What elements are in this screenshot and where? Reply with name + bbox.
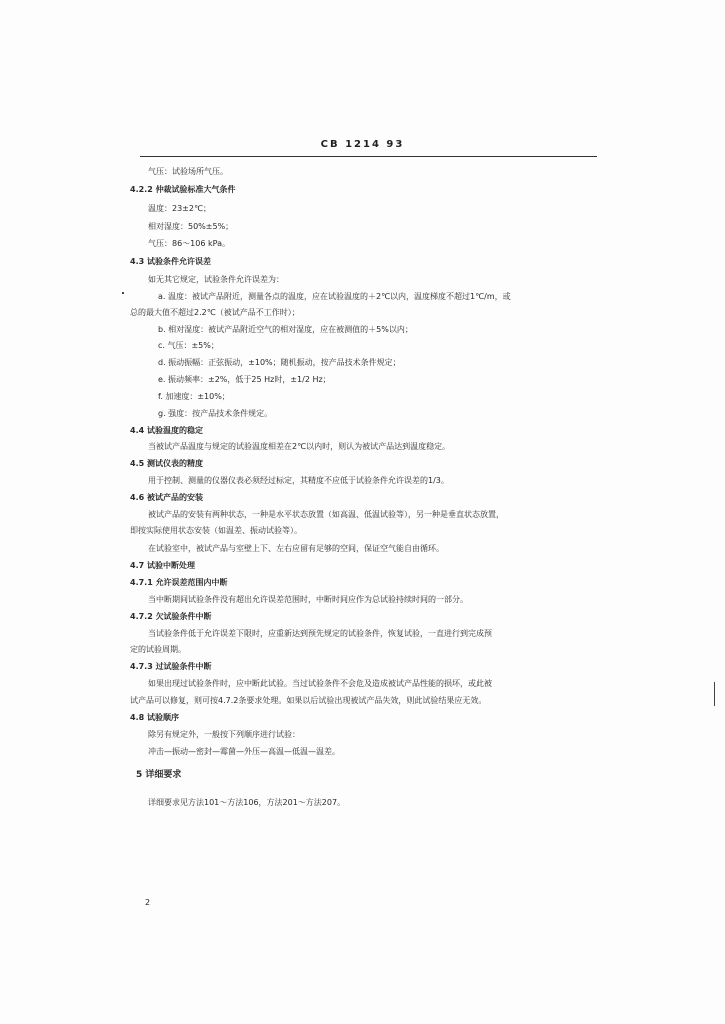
text-line: 当被试产品温度与规定的试验温度相差在2℃以内时，则认为被试产品达到温度稳定。 xyxy=(148,442,451,451)
page-header: CB 1214 93 xyxy=(320,139,405,150)
text-line: 如无其它规定，试验条件允许误差为： xyxy=(148,275,284,284)
list-item: c. 气压：±5%； xyxy=(158,341,219,350)
section-heading: 4.2.2 仲裁试验标准大气条件 xyxy=(130,185,236,194)
list-item: d. 振动振幅：正弦振动，±10%；随机振动，按产品技术条件规定； xyxy=(158,358,401,367)
section-heading: 4.6 被试产品的安装 xyxy=(130,493,203,502)
list-item: g. 强度：按产品技术条件规定。 xyxy=(158,409,273,418)
text-line: 详细要求见方法101～方法106，方法201～方法207。 xyxy=(148,798,346,807)
text-line: 定的试验周期。 xyxy=(130,645,186,654)
chapter-heading: 5 详细要求 xyxy=(136,770,182,780)
scan-mark xyxy=(714,682,715,706)
text-line: 在试验室中，被试产品与室壁上下、左右应留有足够的空间，保证空气能自由循环。 xyxy=(148,544,444,553)
header-rule xyxy=(140,156,597,157)
list-item: e. 振动频率：±2%，低于25 Hz时，±1/2 Hz； xyxy=(158,375,331,384)
text-line: 即按实际使用状态安装（如温差、振动试验等）。 xyxy=(130,526,302,535)
text-line: 气压：试验场所气压。 xyxy=(148,167,228,176)
section-heading: 4.7 试验中断处理 xyxy=(130,561,195,570)
section-heading: 4.4 试验温度的稳定 xyxy=(130,426,203,435)
text-line: 用于控制、测量的仪器仪表必须经过标定，其精度不应低于试验条件允许误差的1/3。 xyxy=(148,476,449,485)
list-item: a. 温度：被试产品附近，测量各点的温度，应在试验温度的＋2℃以内，温度梯度不超过1℃/m，或 xyxy=(158,292,511,301)
section-heading: 4.7.2 欠试验条件中断 xyxy=(130,612,212,621)
text-line: 温度：23±2℃； xyxy=(148,204,211,213)
list-item: b. 相对湿度：被试产品附近空气的相对湿度，应在被测值的＋5%以内； xyxy=(158,325,413,334)
text-line: 被试产品的安装有两种状态，一种是水平状态放置（如高温、低温试验等），另一种是垂直状态放置， xyxy=(148,510,504,519)
section-heading: 4.8 试验顺序 xyxy=(130,713,179,722)
text-line: 试产品可以修复，则可按4.7.2条要求处理。如果以后试验出现被试产品失效，则此试验结果应无效。 xyxy=(130,696,487,705)
list-item: f. 加速度：±10%； xyxy=(158,392,230,401)
text-line: 总的最大值不超过2.2℃（被试产品不工作时）； xyxy=(130,308,300,317)
section-heading: 4.7.1 允许误差范围内中断 xyxy=(130,578,228,587)
section-heading: 4.7.3 过试验条件中断 xyxy=(130,662,212,671)
section-heading: 4.5 测试仪表的精度 xyxy=(130,459,203,468)
text-line: 除另有规定外，一般按下列顺序进行试验： xyxy=(148,730,300,739)
text-line: 当中断期间试验条件没有超出允许误差范围时，中断时间应作为总试验持续时间的一部分。 xyxy=(148,595,468,604)
scan-mark xyxy=(122,292,124,294)
text-line: 冲击—振动—密封—霉菌—外压—高温—低温—温差。 xyxy=(148,747,340,756)
page-number: 2 xyxy=(145,898,151,907)
section-heading: 4.3 试验条件允许误差 xyxy=(130,257,211,266)
text-line: 相对湿度：50%±5%； xyxy=(148,222,234,231)
text-line: 如果出现过试验条件时，应中断此试验。当过试验条件不会危及造成被试产品性能的损坏，或此被 xyxy=(148,679,492,688)
text-line: 气压：86～106 kPa。 xyxy=(148,239,230,248)
text-line: 当试验条件低于允许误差下限时，应重新达到预先规定的试验条件，恢复试验，一直进行到完成预 xyxy=(148,629,492,638)
